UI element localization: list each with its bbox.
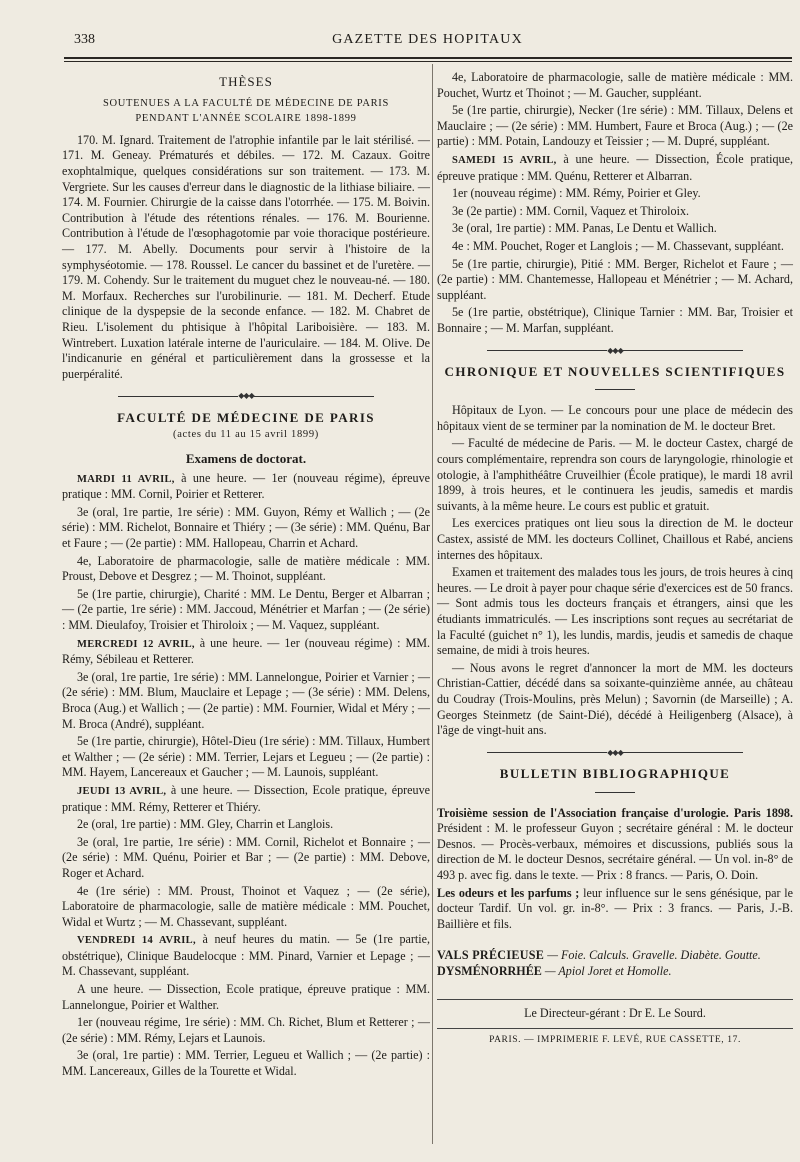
samedi-5e-obst: 5e (1re partie, obstétrique), Clinique Tarnier : MM. Bar, Troisier et Bonnaire ; — M. Marfan, suppléant. [437, 305, 793, 335]
short-rule [437, 784, 793, 800]
page-number: 338 [74, 32, 95, 47]
vendredi-entry: VENDREDI 14 AVRIL, à neuf heures du matin. — 5e (1re partie, obstétrique), Clinique Baudelocque : MM. Pinard, Varnier et Lepage ; — M. Chassevant, suppléant. [62, 932, 431, 979]
mardi-4e: 4e, Laboratoire de pharmacologie, salle de matière médicale : MM. Proust, Debove et Desgrez ; — M. Thoinot, suppléant. [62, 553, 430, 584]
chron-deces: — Nous avons le regret d'annoncer la mort de MM. les docteurs Christian-Cattier, décédé dans sa soixante-quinzième année, au château du Coudray (Trois-Moulins, près Melun) ; Savornin (de Marseille) ; A. Georges Steinmetz (de Saint-Dié), décédé à Heiligenberg (Alsace), à l'âge de vingt-huit ans. [437, 660, 793, 738]
bib-urologie: Troisième session de l'Association française d'urologie. Paris 1898. Président : M. le professeur Guyon ; secrétaire général : M. le docteur Desnos. — Procès-verbaux, mémoires et discussions, publiés sous la direction de M. le docteur Desnos, secrétaire général. — Un vol. in-8° de 493 p. avec fig. dans le texte. — Prix : 8 francs. — Paris, O. Doin. [437, 805, 793, 882]
mardi-5e: 5e (1re partie, chirurgie), Charité : MM. Le Dentu, Berger et Albarran ; — (2e partie, 1re série) : MM. Jaccoud, Ménétrier et Marfan ; — (2e série) : MM. Dieulafoy, Troisier et Thiroloix ; — M. Vaquez, suppléant. [62, 586, 430, 632]
examens-title: Examens de doctorat. [185, 451, 307, 467]
mercredi-date: MERCREDI 12 AVRIL, [77, 638, 195, 650]
samedi-date: SAMEDI 15 AVRIL, [452, 154, 557, 166]
mardi-entry: MARDI 11 AVRIL, à une heure. — 1er (nouveau régime), épreuve pratique : MM. Cornil, Poirier et Retterer. [62, 470, 430, 502]
page-header [60, 32, 795, 54]
jeudi-4e: 4e (1re série) : MM. Proust, Thoinot et Vaquez ; — (2e série), Laboratoire de pharmacologie, salle de matière médicale : MM. Pouchet, Widal et Wurtz ; — M. Chassevant, suppléant. [62, 883, 430, 929]
ad-dysmenorrhee: DYSMÉNORRHÉE — Apiol Joret et Homolle. [437, 963, 672, 978]
samedi-3e-2: 3e (2e partie) : MM. Cornil, Vaquez et Thiroloix. [452, 203, 690, 218]
mercredi-5e: 5e (1re partie, chirurgie), Hôtel-Dieu (1re série) : MM. Tillaux, Humbert et Walther ; — (2e série) : MM. Terrier, Lejars et Legueu ; — (2e partie) : MM. Hayem, Lancereaux et Gaucher ; — M. Launois, suppléant. [62, 734, 430, 780]
chronique-title: CHRONIQUE ET NOUVELLES SCIENTIFIQUES [444, 364, 786, 380]
ad-vals: VALS PRÉCIEUSE — Foie. Calculs. Gravelle. Diabète. Goutte. [437, 948, 761, 963]
jeudi-2e: 2e (oral, 1re partie) : MM. Gley, Charrin et Langlois. [77, 817, 334, 832]
header-rule-thin [64, 61, 792, 62]
samedi-4e: 4e : MM. Pouchet, Roger et Langlois ; — M. Chassevant, suppléant. [452, 238, 784, 253]
theses-subtitle: SOUTENUES A LA FACULTÉ DE MÉDECINE DE PARIS [102, 97, 390, 109]
jeudi-entry: JEUDI 13 AVRIL, à une heure. — Dissection, Ecole pratique, épreuve pratique : MM. Rémy, Retterer et Thiéry. [62, 782, 430, 814]
chron-faculte: — Faculté de médecine de Paris. — M. le docteur Castex, chargé de cours complémentaire, reprendra son cours de laryngologie, rhinologie et otologie, à l'amphithéâtre Cruveilhier (École pratique), le mardi 18 avril 1899, à trois heures, et le continuera les jeudis, samedis et mardis suivants, à la même heure. Le cours est public et gratuit. [437, 436, 793, 513]
header-rule [64, 57, 792, 59]
chron-exercices: Les exercices pratiques ont lieu sous la direction de M. le docteur Castex, assisté de MM. les docteurs Collinet, Chaillous et Rabé, anciens internes des hôpitaux. [437, 516, 793, 562]
footer-rule [437, 999, 793, 1000]
short-rule [437, 382, 793, 398]
section-separator: ◆◆◆ [437, 745, 793, 761]
faculte-title: FACULTÉ DE MÉDECINE DE PARIS [117, 409, 375, 425]
section-separator: ◆◆◆ [62, 388, 430, 404]
column-divider [432, 64, 433, 1144]
mercredi-entry: MERCREDI 12 AVRIL, à une heure. — 1er (nouveau régime) : MM. Rémy, Sébileau et Retterer. [62, 635, 430, 667]
printer-line: PARIS. — IMPRIMERIE F. LEVÉ, RUE CASSETTE, 17. [489, 1035, 741, 1046]
vendredi-1er: 1er (nouveau régime, 1re série) : MM. Ch. Richet, Blum et Retterer ; — (2e série) : MM. Rémy, Lejars et Launois. [62, 1015, 430, 1045]
samedi-1er: 1er (nouveau régime) : MM. Rémy, Poirier et Gley. [452, 186, 701, 201]
theses-list: 170. M. Ignard. Traitement de l'atrophie infantile par le lait stérilisé. — 171. M. Geneay. Prématurés et débiles. — 172. M. Cazaux. Goitre exophtalmique, quelques considérations sur son traitement. — 173. M. Vergriete. Sur les causes d'erreur dans le diagnostic de la lithiase biliaire. — 174. M. Fournier. Chirurgie de la caisse dans l'otorrhée. — 175. M. Boivin. Contribution à l'étude des rétentions rénales. — 176. M. Bourienne. Contribution à l'étude de l'œsophagotomie par voie thoracique postérieure. — 177. M. Abelly. Documents pour servir à l'histoire de la symphyséotomie. — 178. Roussel. Le cancer du bassinet et de l'uretère. — 179. M. Cohendy. Sur le traitement du muguet chez le nouveau-né. — 180. M. Morfaux. Recherches sur l'urobilinurie. — 181. M. Decherf. Etude clinique de la dyspepsie de la seconde enfance. — 182. M. Chabret de Rieu. L'isolement du phtisique à l'hôpital Lariboisière. — 183. M. Wintrebert. Luxation latérale interne de l'auriculaire. — 184. M. Olive. De l'indicanurie en général et particulièrement dans la grossesse et la puerpéralité. [62, 132, 430, 381]
faculte-subtitle: (actes du 11 au 15 avril 1899) [173, 429, 319, 441]
mardi-oral: 3e (oral, 1re partie, 1re série) : MM. Guyon, Rémy et Wallich ; — (2e série) : MM. Richelot, Bonnaire et Thiéry ; — (3e série) : MM. Quénu, Bar et Faure ; — (2e partie) : MM. Hallopeau, Charrin et Achard. [62, 504, 430, 551]
bib-parfums: Les odeurs et les parfums ; leur influence sur le sens génésique, par le docteur Tardif. Un vol. gr. in-8°. — Prix : 3 francs. — Paris, J.-B. Baillière et fils. [437, 885, 793, 931]
chron-examen: Examen et traitement des malades tous les jours, de trois heures à cinq heures. — Le droit à payer pour chaque série d'exercices est de 50 francs. — Sont admis tous les docteurs français et étrangers, ainsi que les étudiants immatriculés. — Les inscriptions sont reçues au secrétariat de la Faculté (guichet n° 1), les lundis, mardis, jeudis et samedis de chaque semaine, de midi à trois heures. [437, 565, 793, 658]
left-column [62, 70, 430, 1082]
right-column [437, 70, 793, 1049]
bulletin-title: BULLETIN BIBLIOGRAPHIQUE [499, 766, 731, 782]
editor-line: Le Directeur-gérant : Dr E. Le Sourd. [524, 1006, 706, 1021]
cont-5e: 5e (1re partie, chirurgie), Necker (1re série) : MM. Tillaux, Delens et Mauclaire ; — (2e série) : MM. Humbert, Faure et Broca (Aug.) ; — (2e partie) : MM. Potain, Landouzy et Teissier ; — M. Dupré, suppléant. [437, 103, 793, 149]
footer-rule-2 [437, 1028, 793, 1029]
mardi-date: MARDI 11 AVRIL, [77, 473, 175, 485]
samedi-3e-oral: 3e (oral, 1re partie) : MM. Panas, Le Dentu et Wallich. [452, 221, 717, 236]
vendredi-dissection: A une heure. — Dissection, Ecole pratique, épreuve pratique : MM. Lannelongue, Poirier et Walther. [62, 982, 430, 1012]
cont-4e: 4e, Laboratoire de pharmacologie, salle de matière médicale : MM. Pouchet, Wurtz et Thoinot ; — M. Gaucher, suppléant. [437, 70, 793, 100]
jeudi-3e: 3e (oral, 1re partie, 1re série) : MM. Cornil, Richelot et Bonnaire ; — (2e série) : MM. Quénu, Poirier et Bar ; — (2e partie) : MM. Debove, Roger et Achard. [62, 834, 430, 880]
running-title: GAZETTE DES HOPITAUX [332, 32, 523, 47]
vendredi-3e: 3e (oral, 1re partie) : MM. Terrier, Legueu et Wallich ; — (2e partie) : MM. Lancereaux, Gilles de la Tourette et Widal. [62, 1048, 430, 1079]
mercredi-oral: 3e (oral, 1re partie, 1re série) : MM. Lannelongue, Poirier et Varnier ; — (2e série) : MM. Blum, Mauclaire et Lepage ; — (3e série) : MM. Delens, Broca (Aug.) et Wallich ; — (2e partie) : MM. Fournier, Widal et Méry ; — M. Broca (André), suppléant. [62, 669, 430, 731]
samedi-entry: SAMEDI 15 AVRIL, à une heure. — Dissection, École pratique, épreuve pratique : MM. Quénu, Retterer et Albarran. [437, 151, 793, 183]
section-separator: ◆◆◆ [437, 343, 793, 359]
vendredi-date: VENDREDI 14 AVRIL, [77, 935, 196, 947]
samedi-5e-chir: 5e (1re partie, chirurgie), Pitié : MM. Berger, Richelot et Faure ; — (2e partie) : MM. Chantemesse, Hallopeau et Ménétrier ; — M. Achard, suppléant. [437, 256, 793, 302]
theses-title: THÈSES [219, 74, 273, 89]
chron-lyon: Hôpitaux de Lyon. — Le concours pour une place de médecin des hôpitaux vient de se terminer par la nomination de M. le docteur Bret. [437, 403, 793, 433]
jeudi-date: JEUDI 13 AVRIL, [77, 785, 167, 797]
theses-subtitle-year: PENDANT L'ANNÉE SCOLAIRE 1898-1899 [135, 113, 357, 125]
